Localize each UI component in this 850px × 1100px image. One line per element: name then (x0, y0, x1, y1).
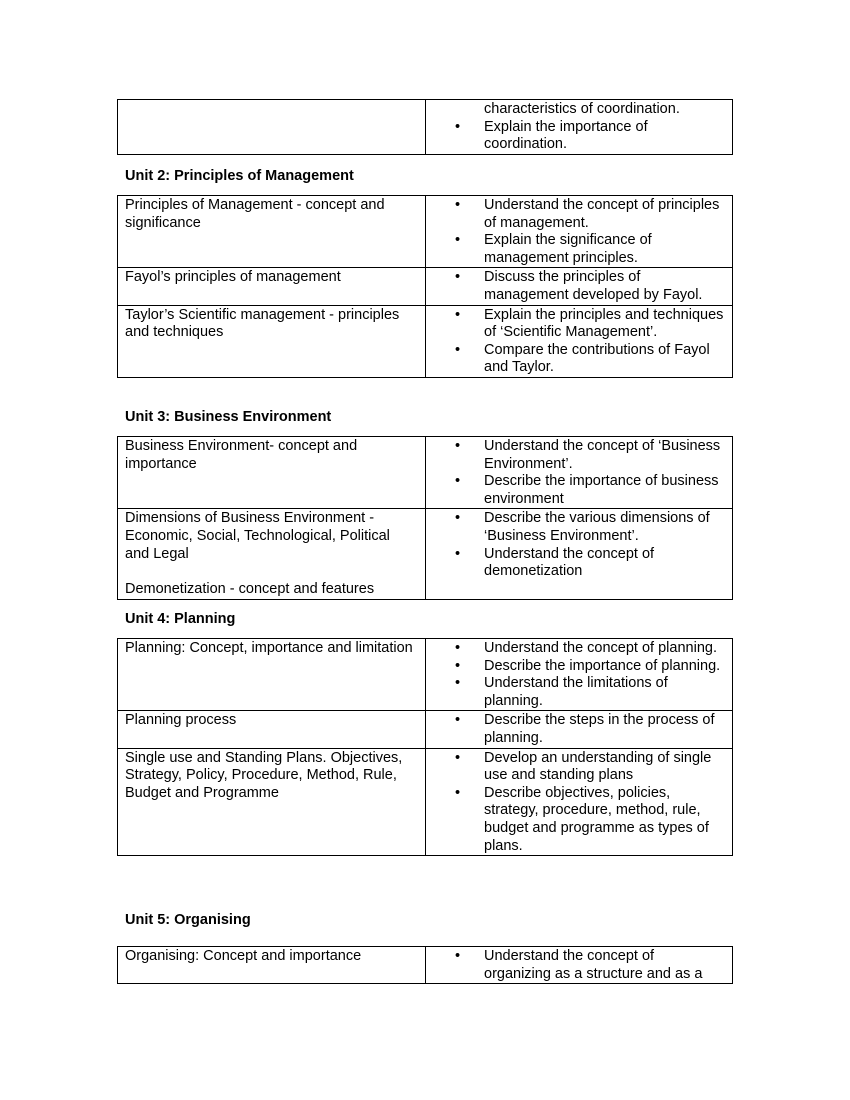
unit-heading: Unit 5: Organising (125, 912, 251, 928)
outcome-list (433, 438, 725, 508)
outcome-item: • Describe objectives, policies, strategy, procedure, method, rule, budget and programme as types of plans. (433, 785, 725, 855)
outcomes-cell (426, 305, 733, 377)
topic-cell: Principles of Management - concept and significance (118, 196, 426, 268)
unit-table (117, 946, 733, 984)
outcome-list (433, 750, 725, 856)
table-row (118, 100, 733, 155)
outcome-list (433, 119, 725, 154)
topic-cell: Fayol’s principles of management (118, 268, 426, 305)
unit-heading: Unit 3: Business Environment (125, 409, 332, 425)
outcome-item: • Describe the importance of planning. (433, 658, 725, 676)
unit-table (117, 195, 733, 378)
topic-text: Demonetization - concept and features (125, 581, 375, 598)
table-row (118, 437, 733, 509)
outcome-item: • Understand the concept of ‘Business Environment’. (433, 438, 725, 473)
outcome-list (433, 269, 725, 304)
outcome-list (433, 197, 725, 267)
outcome-list (433, 307, 725, 377)
topic-cell (118, 100, 426, 155)
outcomes-cell (426, 639, 733, 711)
outcome-item: • Develop an understanding of single use and standing plans (433, 750, 725, 785)
outcome-item: • Explain the importance of coordination. (433, 119, 725, 154)
topic-cell (118, 509, 426, 599)
table-row (118, 509, 733, 599)
topic-cell: Business Environment- concept and importance (118, 437, 426, 509)
unit-heading: Unit 2: Principles of Management (125, 168, 354, 184)
outcome-list (433, 510, 725, 580)
outcome-list (433, 640, 725, 710)
outcome-continued-text: characteristics of coordination. (484, 101, 680, 117)
outcome-item: • Explain the significance of management principles. (433, 232, 725, 267)
topic-text: Dimensions of Business Environment - Economic, Social, Technological, Political and Legal (125, 510, 390, 562)
unit-table (117, 436, 733, 600)
outcomes-cell (426, 748, 733, 856)
outcomes-cell (426, 509, 733, 599)
outcome-list (433, 948, 725, 983)
outcome-item: • Explain the principles and techniques of ‘Scientific Management’. (433, 307, 725, 342)
table-row (118, 711, 733, 748)
topic-cell: Single use and Standing Plans. Objectives, Strategy, Policy, Procedure, Method, Rule, Budget and Programme (118, 748, 426, 856)
unit-table (117, 638, 733, 856)
table-row (118, 268, 733, 305)
outcome-item: • Describe the various dimensions of ‘Business Environment’. (433, 510, 725, 545)
outcomes-cell (426, 947, 733, 984)
table-row (118, 305, 733, 377)
outcome-item: • Understand the concept of planning. (433, 640, 725, 658)
outcome-item: • Understand the concept of principles of management. (433, 197, 725, 232)
outcome-item: • Understand the limitations of planning. (433, 675, 725, 710)
outcome-item: • Understand the concept of demonetization (433, 546, 725, 581)
table-row (118, 748, 733, 856)
table-row (118, 947, 733, 984)
outcome-item: • Discuss the principles of management developed by Fayol. (433, 269, 725, 304)
continuation-table (117, 99, 733, 155)
outcome-item: • Compare the contributions of Fayol and Taylor. (433, 342, 725, 377)
outcomes-cell (426, 711, 733, 748)
table-row (118, 639, 733, 711)
outcome-item: • Understand the concept of organizing as a structure and as a (433, 948, 725, 983)
topic-cell: Planning process (118, 711, 426, 748)
outcome-item: • Describe the importance of business environment (433, 473, 725, 508)
topic-cell: Organising: Concept and importance (118, 947, 426, 984)
outcome-list (433, 712, 725, 747)
outcomes-cell (426, 196, 733, 268)
outcome-item: • Describe the steps in the process of planning. (433, 712, 725, 747)
topic-cell: Planning: Concept, importance and limitation (118, 639, 426, 711)
unit-heading: Unit 4: Planning (125, 611, 236, 627)
outcomes-cell (426, 268, 733, 305)
topic-cell: Taylor’s Scientific management - principles and techniques (118, 305, 426, 377)
outcomes-cell (426, 437, 733, 509)
outcomes-cell (426, 100, 733, 155)
table-row (118, 196, 733, 268)
